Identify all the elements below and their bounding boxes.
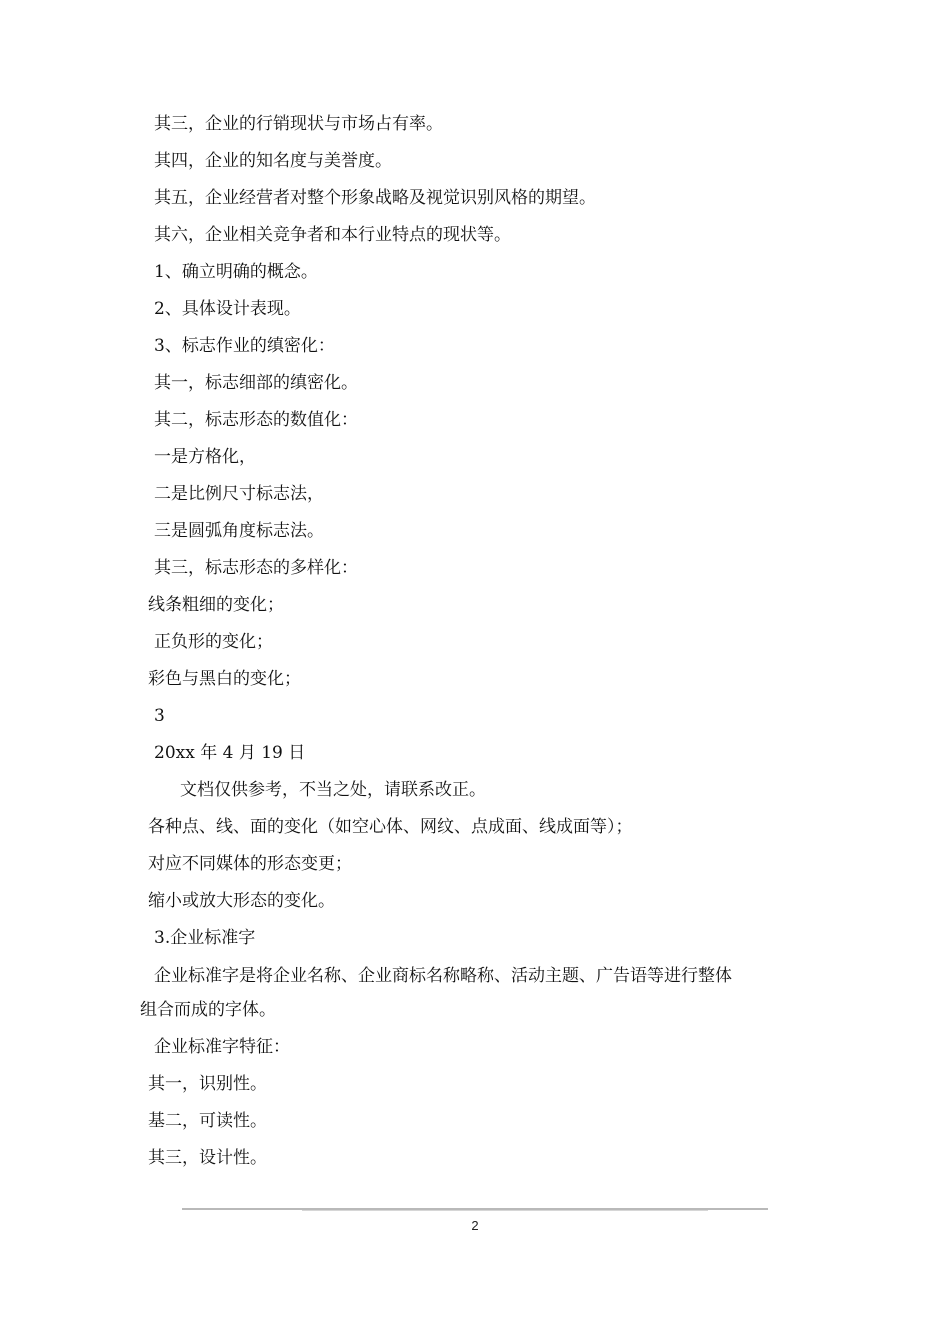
text-line: 彩色与黑白的变化；: [148, 669, 301, 689]
text-line: 缩小或放大形态的变化。: [148, 891, 335, 911]
text-line: 三是圆弧角度标志法。: [154, 521, 324, 541]
page-number: 2: [471, 1218, 479, 1233]
text-line: 其一，标志细部的缜密化。: [154, 373, 358, 393]
text-line: 3、标志作业的缜密化：: [154, 336, 335, 356]
text-line: 企业标准字特征：: [154, 1037, 290, 1057]
text-line: 其二，标志形态的数值化：: [154, 410, 358, 430]
text-line: 其三，标志形态的多样化：: [154, 558, 358, 578]
page-marker: 3: [154, 706, 165, 726]
footer-divider: [182, 1208, 768, 1210]
text-line: 其五，企业经营者对整个形象战略及视觉识别风格的期望。: [154, 188, 596, 208]
document-body: [140, 106, 830, 1177]
date-line: 20xx 年 4 月 19 日: [154, 743, 306, 763]
text-line: 1、确立明确的概念。: [154, 262, 318, 282]
text-line: 线条粗细的变化；: [148, 595, 284, 615]
paragraph: [140, 959, 830, 1027]
text-line: 正负形的变化；: [154, 632, 273, 652]
disclaimer-line: 文档仅供参考，不当之处，请联系改正。: [180, 780, 486, 800]
text-line: 其三，企业的行销现状与市场占有率。: [154, 114, 443, 134]
paragraph-line: 组合而成的字体。: [140, 1000, 276, 1020]
text-line: 对应不同媒体的形态变更；: [148, 854, 352, 874]
text-line: 各种点、线、面的变化（如空心体、网纹、点成面、线成面等）；: [148, 817, 633, 837]
paragraph-line: 企业标准字是将企业名称、企业商标名称略称、活动主题、广告语等进行整体: [154, 966, 732, 986]
section-heading: 3.企业标准字: [154, 928, 256, 948]
text-line: 其三，设计性。: [148, 1148, 267, 1168]
text-line: 基二，可读性。: [148, 1111, 267, 1131]
text-line: 其四，企业的知名度与美誉度。: [154, 151, 392, 171]
text-line: 一是方格化，: [154, 447, 256, 467]
text-line: 其一，识别性。: [148, 1074, 267, 1094]
text-line: 二是比例尺寸标志法，: [154, 484, 324, 504]
text-line: 2、具体设计表现。: [154, 299, 301, 319]
text-line: 其六，企业相关竞争者和本行业特点的现状等。: [154, 225, 511, 245]
